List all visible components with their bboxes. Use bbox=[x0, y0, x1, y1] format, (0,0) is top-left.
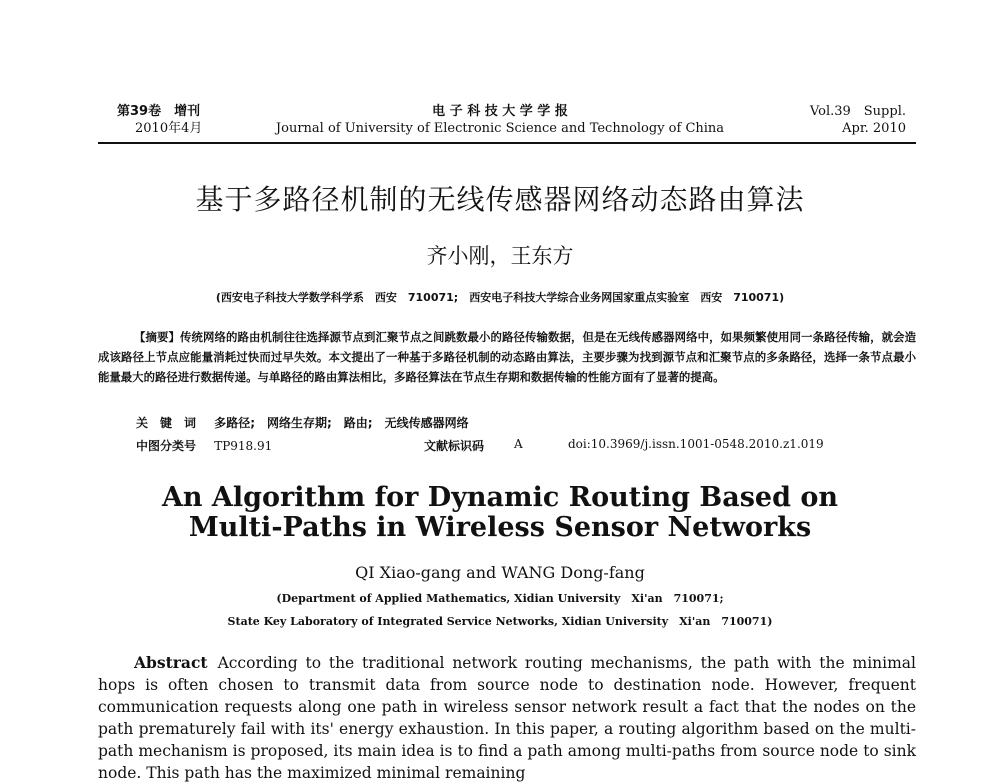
title-line-2: Multi-Paths in Wireless Sensor Networks bbox=[188, 512, 812, 543]
class-label: 中图分类号 bbox=[136, 439, 197, 453]
journal-volume-info bbox=[117, 103, 202, 137]
doi: doi:10.3969/j.issn.1001-0548.2010.z1.019 bbox=[568, 437, 824, 451]
abstract-text-cn: 传统网络的路由机制往往选择源节点到汇聚节点之间跳数最小的路径传输数据，但是在无线传感器网络中，如果频繁使用同一条路径传输，就会造成该路径上节点应能量消耗过快而过早失效。本文提出了一种基于多路径机制的动态路由算法，主要步骤为找到源节点和汇聚节点的多条路径，选择一条节点最小能量最大的路径进行数据传递。与单路径的路由算法相比，多路径算法在节点生存期和数据传输的性能方面有了显著的提高。 bbox=[98, 330, 916, 384]
authors-cn: 齐小刚，王东方 bbox=[426, 244, 574, 268]
doc-value: A bbox=[514, 437, 523, 451]
journal-name-cn: 电 子 科 技 大 学 学 报 bbox=[432, 104, 568, 119]
abstract-label-en: Abstract bbox=[134, 653, 208, 672]
classification-line bbox=[136, 437, 916, 454]
affiliation-en-2: State Key Laboratory of Integrated Service Networks, Xidian University Xi'an 710071) bbox=[227, 615, 773, 628]
abstract-label-cn: 【摘要】 bbox=[134, 330, 181, 344]
keywords-cn bbox=[136, 414, 469, 431]
affiliation-en-1: (Department of Applied Mathematics, Xidian University Xi'an 710071; bbox=[276, 592, 724, 605]
publication-date-en: Apr. 2010 bbox=[842, 121, 906, 136]
paper-title-en bbox=[0, 483, 1000, 543]
keywords-label-cn: 关 键 词 bbox=[136, 416, 197, 430]
authors-en: QI Xiao-gang and WANG Dong-fang bbox=[355, 563, 645, 582]
journal-volume-info-en bbox=[780, 103, 906, 137]
abstract-text-en: According to the traditional network routing mechanisms, the path with the minimal hops is often chosen to transmit data from source node to destination node. However, frequent communication requests along one path in wireless sensor network result a fact that the nodes on the path prematurely fail with its' energy exhaustion. In this paper, a routing algorithm based on the multi-path mechanism is proposed, its main idea is to find a path among multi-paths from source node to sink node. This path has the maximized minimal remaining bbox=[98, 654, 916, 782]
journal-name-en: Journal of University of Electronic Science and Technology of China bbox=[275, 121, 725, 136]
volume-suppl: Vol.39 Suppl. bbox=[809, 104, 906, 119]
header-divider bbox=[98, 142, 916, 144]
publication-date-cn: 2010年4月 bbox=[135, 121, 203, 136]
paper-title-cn: 基于多路径机制的无线传感器网络动态路由算法 bbox=[195, 183, 805, 216]
abstract-cn bbox=[98, 327, 916, 387]
title-line-1: An Algorithm for Dynamic Routing Based on bbox=[161, 482, 839, 513]
doc-label: 文献标识码 bbox=[424, 439, 485, 453]
abstract-en bbox=[98, 652, 916, 784]
keywords-value-cn: 多路径; 网络生存期; 路由; 无线传感器网络 bbox=[214, 416, 469, 430]
journal-name bbox=[250, 103, 750, 137]
class-value: TP918.91 bbox=[214, 439, 273, 453]
volume-issue: 第39卷 增刊 bbox=[117, 104, 201, 119]
affiliation-cn: (西安电子科技大学数学科学系 西安 710071; 西安电子科技大学综合业务网国家重点实验室 西安 710071) bbox=[215, 291, 785, 304]
